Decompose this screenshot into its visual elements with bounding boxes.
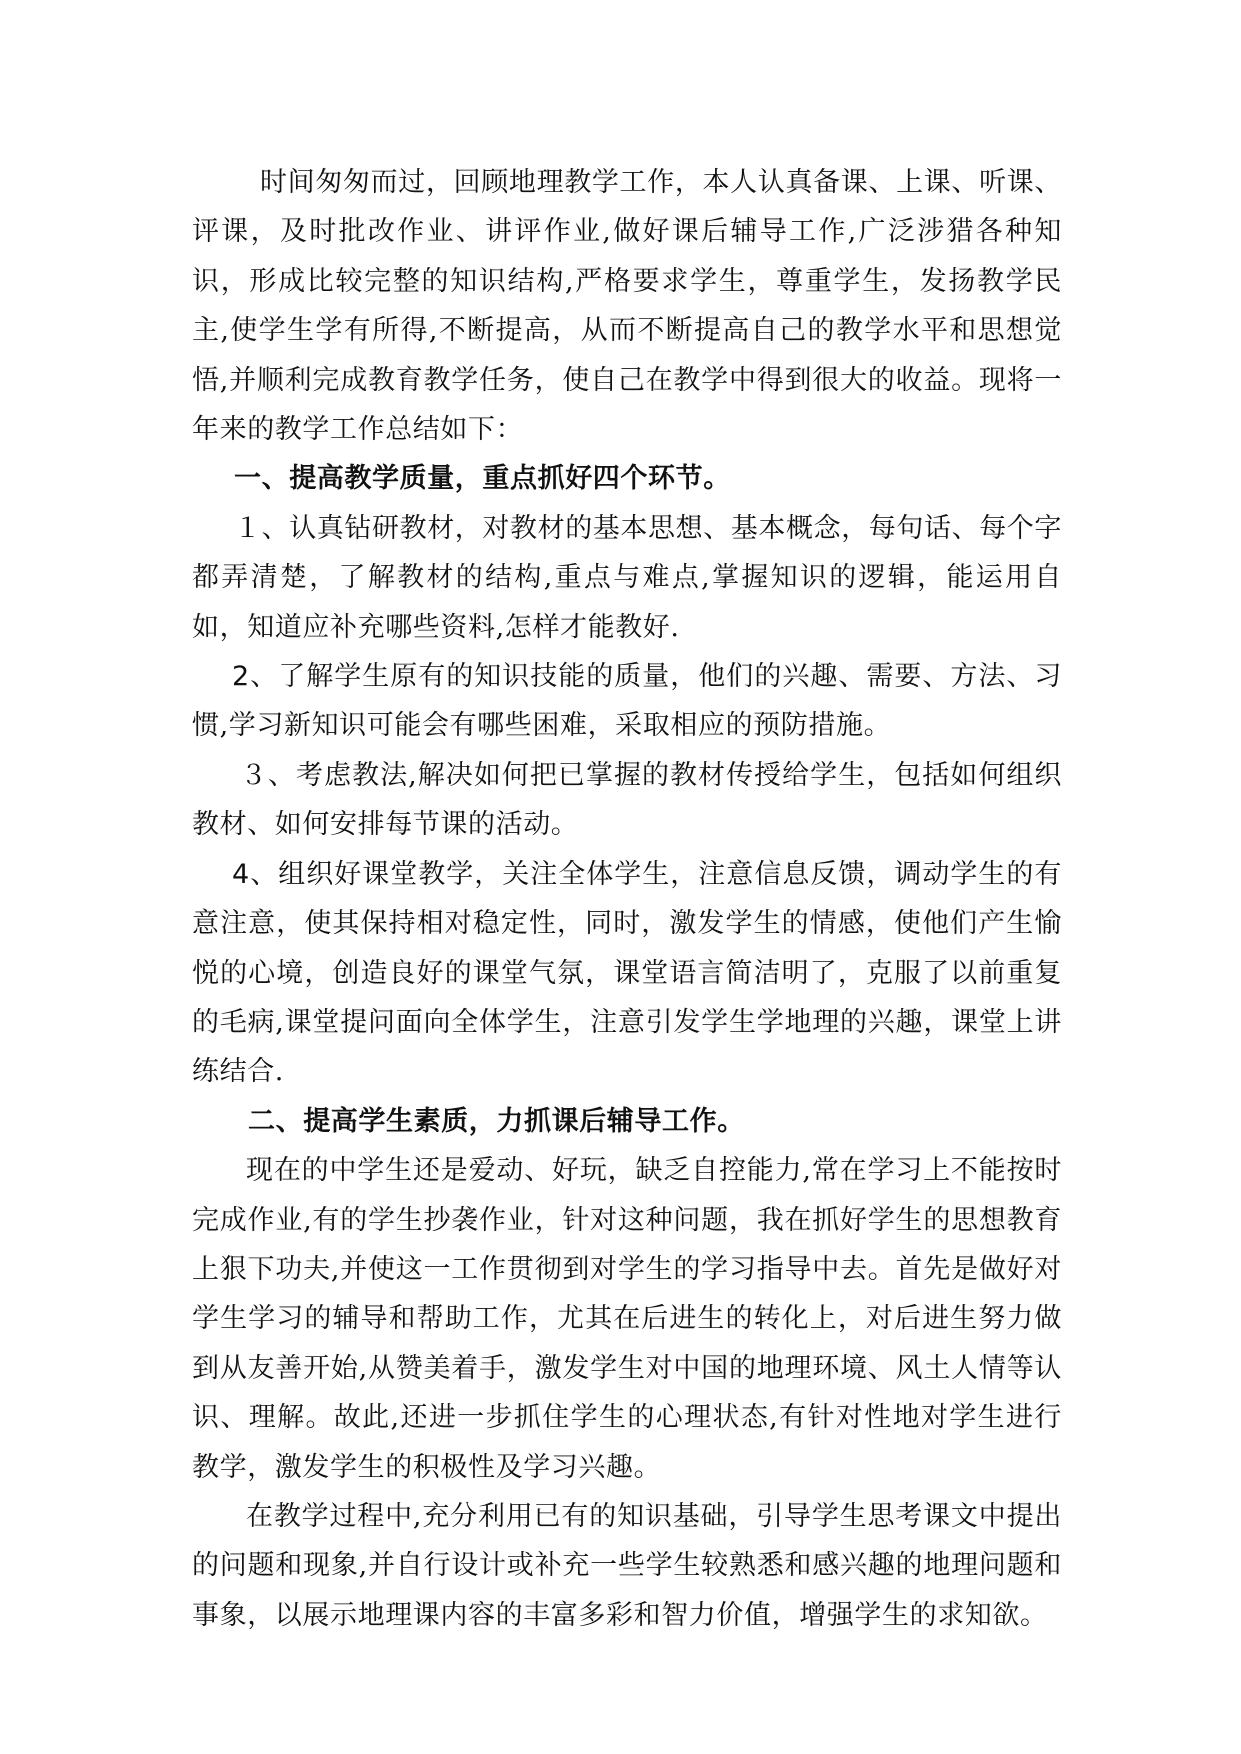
- body-paragraph-2: 现在的中学生还是爱动、好玩，缺乏自控能力,常在学习上不能按时完成作业,有的学生抄袭作业，针对这种问题，我在抓好学生的思想教育上狠下功夫,并使这一工作贯彻到对学生的学习指导中去。首先是做好对学生学习的辅导和帮助工作，尤其在后进生的转化上，对后进生努力做到从友善开始,从赞美着手，激发学生对中国的地理环境、风土人情等认识、理解。故此,还进一步抓住学生的心理状态,有针对性地对学生进行教学，激发学生的积极性及学习兴趣。: [192, 1155, 1062, 1483]
- item-2-paragraph: [192, 652, 1062, 751]
- item-2-text: 、了解学生原有的知识技能的质量，他们的兴趣、需要、方法、习惯,学习新知识可能会有哪些困难，采取相应的预防措施。: [192, 661, 1062, 742]
- item-4-text: 、组织好课堂教学，关注全体学生，注意信息反馈，调动学生的有意注意，使其保持相对稳定性，同时，激发学生的情感，使他们产生愉悦的心境，创造良好的课堂气氛，课堂语言简洁明了，克服了以前重复的毛病,课堂提问面向全体学生，注意引发学生学地理的兴趣，课堂上讲练结合.: [192, 858, 1062, 1088]
- item-3-paragraph: ３、考虑教法,解决如何把已掌握的教材传授给学生，包括如何组织教材、如何安排每节课的活动。: [192, 759, 1062, 841]
- item-4-number: 4: [232, 858, 250, 890]
- section-1-heading: 一、提高教学质量，重点抓好四个环节。: [234, 463, 731, 495]
- item-2-number: 2: [232, 661, 250, 693]
- item-1-paragraph: １、认真钻研教材，对教材的基本思想、基本概念，每句话、每个字都弄清楚，了解教材的结构,重点与难点,掌握知识的逻辑，能运用自如，知道应补充哪些资料,怎样才能教好.: [192, 512, 1062, 643]
- document-body: [192, 158, 1062, 1640]
- intro-paragraph: 时间匆匆而过，回顾地理教学工作，本人认真备课、上课、听课、评课，及时批改作业、讲评作业,做好课后辅导工作,广泛涉猎各种知识，形成比较完整的知识结构,严格要求学生，尊重学生，发扬教学民主,使学生学有所得,不断提高，从而不断提高自己的教学水平和思想觉悟,并顺利完成教育教学任务，使自己在教学中得到很大的收益。现将一年来的教学工作总结如下：: [192, 167, 1062, 446]
- section-2-heading: 二、提高学生素质，力抓课后辅导工作。: [248, 1105, 745, 1137]
- item-4-paragraph: [192, 850, 1062, 1097]
- body-paragraph-3: 在教学过程中,充分利用已有的知识基础，引导学生思考课文中提出的问题和现象,并自行设计或补充一些学生较熟悉和感兴趣的地理问题和事象，以展示地理课内容的丰富多彩和智力价值，增强学生的求知欲。: [192, 1500, 1062, 1631]
